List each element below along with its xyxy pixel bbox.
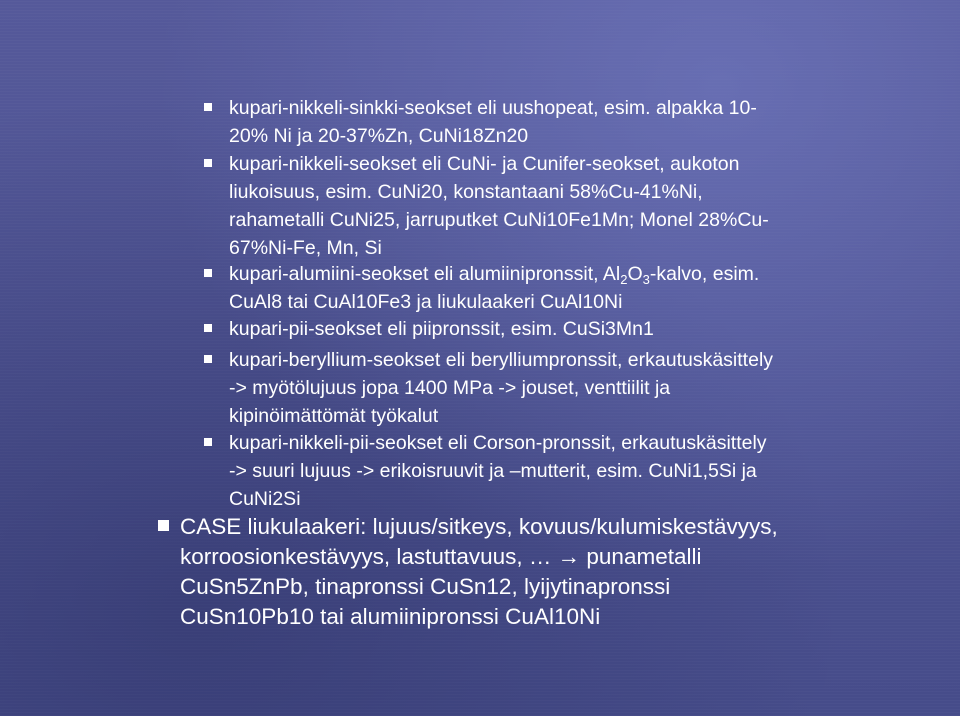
square-bullet-icon <box>204 103 212 111</box>
text-fragment: punametalli <box>580 544 702 569</box>
text-line: kipinöimättömät työkalut <box>229 405 439 427</box>
sub-item-text <box>229 315 909 343</box>
sub-item-text <box>229 150 909 262</box>
text-line: -> suuri lujuus -> erikoisruuvit ja –mutterit, esim. CuNi1,5Si ja <box>229 460 757 482</box>
text-line: 20% Ni ja 20-37%Zn, CuNi18Zn20 <box>229 125 529 147</box>
square-bullet-icon <box>204 324 212 332</box>
text-line: CuNi2Si <box>229 488 301 510</box>
text-line: kupari-nikkeli-pii-seokset eli Corson-pronssit, erkautuskäsittely <box>229 432 767 454</box>
text-line: rahametalli CuNi25, jarruputket CuNi10Fe1Mn; Monel 28%Cu- <box>229 209 769 231</box>
text-line <box>229 260 909 288</box>
text-fragment: kupari-alumiini-seokset eli alumiinipronssit, Al <box>229 263 621 285</box>
text-fragment: korroosionkestävyys, lastuttavuus, … <box>180 544 558 569</box>
text-line: kupari-pii-seokset eli piipronssit, esim. CuSi3Mn1 <box>229 318 654 340</box>
square-bullet-icon <box>204 355 212 363</box>
text-line: CuSn10Pb10 tai alumiinipronssi CuAl10Ni <box>180 604 601 629</box>
text-fragment: -kalvo, esim. <box>649 263 760 285</box>
subscript: 3 <box>642 272 650 287</box>
subscript: 2 <box>620 272 628 287</box>
right-arrow-icon: → <box>557 544 581 569</box>
square-bullet-icon <box>204 438 212 446</box>
text-line: liukoisuus, esim. CuNi20, konstantaani 58%Cu-41%Ni, <box>229 181 703 203</box>
text-line: kupari-beryllium-seokset eli berylliumpronssit, erkautuskäsittely <box>229 349 774 371</box>
text-fragment: O <box>627 263 643 285</box>
text-line: -> myötölujuus jopa 1400 MPa -> jouset, venttiilit ja <box>229 377 671 399</box>
text-line: kupari-nikkeli-seokset eli CuNi- ja Cunifer-seokset, aukoton <box>229 153 740 175</box>
square-bullet-icon <box>158 520 169 531</box>
text-line: 67%Ni-Fe, Mn, Si <box>229 237 382 259</box>
square-bullet-icon <box>204 269 212 277</box>
sub-item-text <box>229 94 909 150</box>
main-item-text <box>180 512 900 632</box>
text-line: CuAl8 tai CuAl10Fe3 ja liukulaakeri CuAl10Ni <box>229 291 623 313</box>
square-bullet-icon <box>204 159 212 167</box>
sub-item-text <box>229 260 909 316</box>
text-line: CASE liukulaakeri: lujuus/sitkeys, kovuus/kulumiskestävyys, <box>180 514 778 539</box>
sub-item-text <box>229 346 909 430</box>
text-line: kupari-nikkeli-sinkki-seokset eli uushopeat, esim. alpakka 10- <box>229 97 757 119</box>
text-line <box>180 542 900 572</box>
sub-item-text <box>229 429 909 513</box>
text-line: CuSn5ZnPb, tinapronssi CuSn12, lyijytinapronssi <box>180 574 671 599</box>
